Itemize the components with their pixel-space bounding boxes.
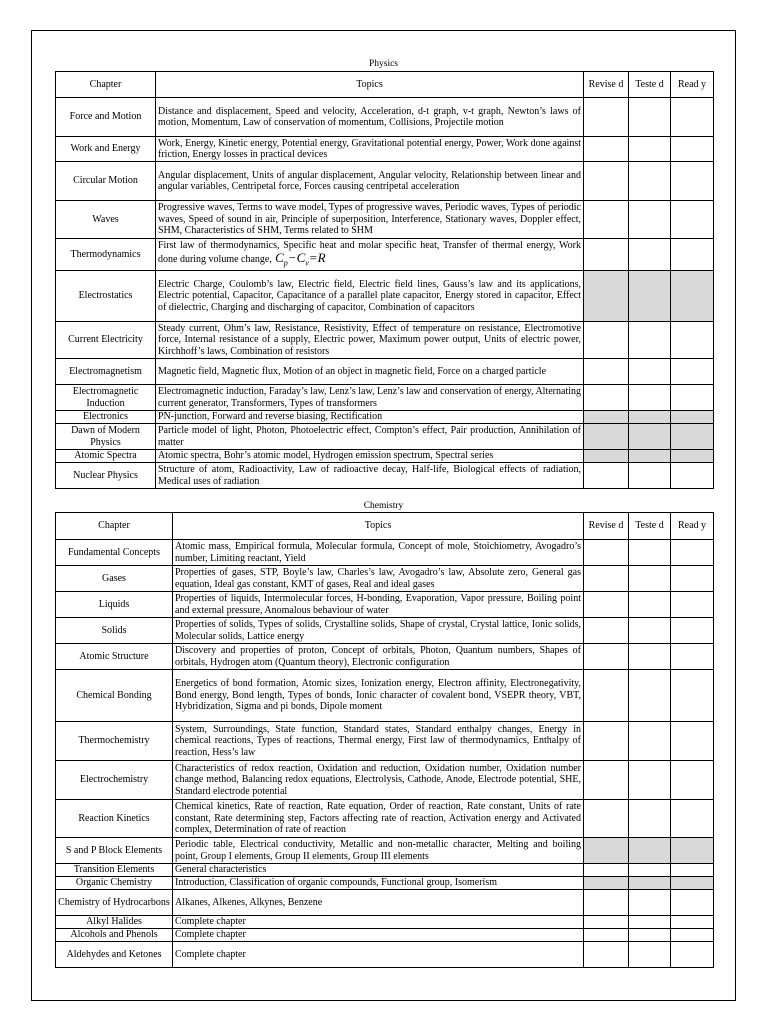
topics-text: Structure of atom, Radioactivity, Law of radioactive decay, Half-life, Biological effects of radiation, Medical uses of radiation (158, 464, 581, 487)
topics-text: Complete chapter (175, 948, 246, 960)
topics-cell (156, 98, 584, 137)
topics-text: Atomic mass, Empirical formula, Molecular formula, Concept of mole, Stoichiometry, Avogadro’s number, Limiting reactant, Yield (175, 541, 581, 564)
ready-checkbox-cell[interactable] (671, 838, 714, 864)
revised-checkbox-cell[interactable] (584, 322, 629, 359)
chapter-cell: Chemistry of Hydrocarbons (56, 890, 173, 916)
topics-cell (173, 618, 584, 644)
tested-checkbox-cell[interactable] (629, 618, 671, 644)
revised-header: Revise d (584, 513, 629, 540)
tested-checkbox-cell[interactable] (629, 385, 671, 411)
ready-checkbox-cell[interactable] (671, 271, 714, 322)
tested-checkbox-cell[interactable] (629, 450, 671, 463)
formula-part: = (308, 249, 318, 265)
chapter-cell: Alcohols and Phenols (56, 929, 173, 942)
table-row (56, 322, 714, 359)
table-row (56, 162, 714, 201)
tested-checkbox-cell[interactable] (629, 722, 671, 761)
table-row (56, 239, 714, 271)
table-row (56, 942, 714, 968)
chapter-cell: Chemical Bonding (56, 670, 173, 722)
topics-text: PN-junction, Forward and reverse biasing, Rectification (158, 411, 383, 423)
revised-checkbox-cell[interactable] (584, 761, 629, 800)
topics-cell (156, 463, 584, 489)
topics-cell (173, 942, 584, 968)
tested-checkbox-cell[interactable] (629, 877, 671, 890)
tested-checkbox-cell[interactable] (629, 644, 671, 670)
ready-checkbox-cell[interactable] (671, 424, 714, 450)
chapter-cell: Liquids (56, 592, 173, 618)
revised-checkbox-cell[interactable] (584, 359, 629, 385)
tested-checkbox-cell[interactable] (629, 916, 671, 929)
revised-checkbox-cell[interactable] (584, 670, 629, 722)
chapter-header: Chapter (56, 513, 173, 540)
topics-text: System, Surroundings, State function, Standard states, Standard enthalpy changes, Energy in chemical reactions, Types of reactions, Thermal energy, First law of thermodynamics, Enthalpy of reaction, Hess’s law (175, 723, 581, 758)
ready-checkbox-cell[interactable] (671, 162, 714, 201)
topics-cell (156, 322, 584, 359)
topics-text: Progressive waves, Terms to wave model, Types of progressive waves, Periodic waves, Types of periodic waves, Speed of sound in air, Principle of superposition, Interference, Stationary waves, Doppler effect, SHM, Characteristics of SHM, Terms related to SHM (158, 202, 581, 237)
tested-checkbox-cell[interactable] (629, 800, 671, 838)
ready-checkbox-cell[interactable] (671, 98, 714, 137)
revised-checkbox-cell[interactable] (584, 618, 629, 644)
topics-cell (173, 838, 584, 864)
chapter-cell: Reaction Kinetics (56, 800, 173, 838)
ready-checkbox-cell[interactable] (671, 411, 714, 424)
revised-checkbox-cell[interactable] (584, 877, 629, 890)
tested-checkbox-cell[interactable] (629, 162, 671, 201)
formula-part: C (296, 249, 306, 265)
tested-checkbox-cell[interactable] (629, 411, 671, 424)
tested-checkbox-cell[interactable] (629, 566, 671, 592)
chapter-cell: Thermodynamics (56, 239, 156, 271)
tested-checkbox-cell[interactable] (629, 540, 671, 566)
ready-checkbox-cell[interactable] (671, 942, 714, 968)
revised-checkbox-cell[interactable] (584, 890, 629, 916)
topics-text: Distance and displacement, Speed and velocity, Acceleration, d-t graph, v-t graph, Newton’s laws of motion, Momentum, Law of conservation of momentum, Collisions, Projectile motion (158, 105, 581, 128)
ready-checkbox-cell[interactable] (671, 890, 714, 916)
table-row (56, 761, 714, 800)
revised-checkbox-cell[interactable] (584, 540, 629, 566)
chapter-cell: Electrochemistry (56, 761, 173, 800)
tested-checkbox-cell[interactable] (629, 670, 671, 722)
table-row (56, 450, 714, 463)
ready-checkbox-cell[interactable] (671, 864, 714, 877)
topics-cell (156, 137, 584, 162)
topics-cell (173, 566, 584, 592)
topics-text: Work, Energy, Kinetic energy, Potential energy, Gravitational potential energy, Power, Work done against friction, Energy losses in practical devices (158, 137, 581, 160)
topics-text: Properties of gases, STP, Boyle’s law, Charles’s law, Avogadro’s law, Absolute zero, General gas equation, Ideal gas constant, KMT of gases, Real and ideal gases (175, 567, 581, 590)
table-row (56, 890, 714, 916)
tested-checkbox-cell[interactable] (629, 463, 671, 489)
chapter-cell: Fundamental Concepts (56, 540, 173, 566)
table-row (56, 838, 714, 864)
table-row (56, 463, 714, 489)
chapter-cell: Electromagnetic Induction (56, 385, 156, 411)
formula-part: C (275, 249, 284, 265)
topics-cell (156, 162, 584, 201)
table-row (56, 424, 714, 450)
topics-text: Complete chapter (175, 916, 246, 928)
chapter-cell: Aldehydes and Ketones (56, 942, 173, 968)
topics-text: Properties of liquids, Intermolecular forces, H-bonding, Evaporation, Vapor pressure, Boiling point and external pressure, Anomalous behaviour of water (175, 593, 581, 616)
topics-text: Magnetic field, Magnetic flux, Motion of an object in magnetic field, Force on a charged particle (158, 365, 547, 377)
physics-title: Physics (368, 59, 399, 69)
revised-checkbox-cell[interactable] (584, 566, 629, 592)
revised-checkbox-cell[interactable] (584, 137, 629, 162)
topics-text: Alkanes, Alkenes, Alkynes, Benzene (175, 896, 323, 908)
topics-text: First law of thermodynamics, Specific heat and molar specific heat, Transfer of thermal energy, Work done during volume change, (158, 240, 581, 265)
tested-header: Teste d (629, 72, 671, 98)
table-row (56, 864, 714, 877)
tested-checkbox-cell[interactable] (629, 838, 671, 864)
chapter-cell: Dawn of Modern Physics (56, 424, 156, 450)
ready-header: Read y (671, 513, 714, 540)
ready-checkbox-cell[interactable] (671, 201, 714, 239)
chapter-cell: Nuclear Physics (56, 463, 156, 489)
revised-checkbox-cell[interactable] (584, 385, 629, 411)
ready-checkbox-cell[interactable] (671, 322, 714, 359)
ready-checkbox-cell[interactable] (671, 916, 714, 929)
table-row (56, 800, 714, 838)
topics-cell (156, 424, 584, 450)
revised-checkbox-cell[interactable] (584, 644, 629, 670)
topics-text: Properties of solids, Types of solids, Crystalline solids, Shape of crystal, Crystal lattice, Ionic solids, Molecular solids, Lattice energy (175, 619, 581, 642)
revised-checkbox-cell[interactable] (584, 838, 629, 864)
topics-cell (173, 890, 584, 916)
topics-cell (156, 411, 584, 424)
topics-cell (173, 916, 584, 929)
topics-text: Energetics of bond formation, Atomic sizes, Ionization energy, Electron affinity, Electronegativity, Bond energy, Bond length, Types of bonds, Ionic character of covalent bond, VSEPR theory, VBT, Hybridization, Sigma and pi bonds, Dipole moment (175, 678, 581, 713)
ready-checkbox-cell[interactable] (671, 618, 714, 644)
chapter-cell: Atomic Spectra (56, 450, 156, 463)
table-row (56, 916, 714, 929)
topics-cell (173, 592, 584, 618)
topics-cell (156, 385, 584, 411)
topics-text: Steady current, Ohm’s law, Resistance, Resistivity, Effect of temperature on resistance, Electromotive force, Internal resistance of a supply, Electric power, Maximum power output, Units of electric power, Kirchhoff’s laws, Combination of resistors (158, 322, 581, 357)
revised-checkbox-cell[interactable] (584, 942, 629, 968)
topics-text: Electromagnetic induction, Faraday’s law, Lenz’s law, Lenz’s law and conservation of energy, Alternating current generator, Transformers, Types of transformers (158, 386, 581, 409)
chapter-cell: Force and Motion (56, 98, 156, 137)
table-row (56, 137, 714, 162)
revised-checkbox-cell[interactable] (584, 592, 629, 618)
formula-part: v (305, 258, 309, 268)
chemistry-title: Chemistry (363, 501, 404, 511)
tested-checkbox-cell[interactable] (629, 864, 671, 877)
topics-text: Particle model of light, Photon, Photoelectric effect, Compton’s effect, Pair production, Annihilation of matter (158, 425, 581, 448)
revised-checkbox-cell[interactable] (584, 864, 629, 877)
topics-text: Introduction, Classification of organic compounds, Functional group, Isomerism (175, 877, 497, 889)
revised-checkbox-cell[interactable] (584, 98, 629, 137)
tested-checkbox-cell[interactable] (629, 592, 671, 618)
chapter-cell: Electronics (56, 411, 156, 424)
revised-checkbox-cell[interactable] (584, 800, 629, 838)
chapter-cell: Electromagnetism (56, 359, 156, 385)
ready-checkbox-cell[interactable] (671, 540, 714, 566)
chapter-cell: Electrostatics (56, 271, 156, 322)
topics-cell (156, 271, 584, 322)
physics-header-row (56, 72, 714, 98)
formula-part: − (287, 249, 297, 265)
revised-checkbox-cell[interactable] (584, 271, 629, 322)
topics-cell (156, 201, 584, 239)
ready-checkbox-cell[interactable] (671, 644, 714, 670)
table-row (56, 385, 714, 411)
formula-part: p (283, 258, 288, 268)
revised-checkbox-cell[interactable] (584, 463, 629, 489)
ready-checkbox-cell[interactable] (671, 463, 714, 489)
revised-checkbox-cell[interactable] (584, 450, 629, 463)
topics-cell (173, 761, 584, 800)
tested-checkbox-cell[interactable] (629, 137, 671, 162)
topics-header: Topics (156, 72, 584, 98)
chapter-header: Chapter (56, 72, 156, 98)
table-row (56, 929, 714, 942)
tested-checkbox-cell[interactable] (629, 761, 671, 800)
table-row (56, 618, 714, 644)
tested-checkbox-cell[interactable] (629, 424, 671, 450)
topics-text: Characteristics of redox reaction, Oxidation and reduction, Oxidation number, Oxidation number change method, Balancing redox equations, Electrolysis, Cathode, Anode, Electrode potential, SHE, Standard electrode potential (175, 762, 581, 797)
topics-text: Periodic table, Electrical conductivity, Metallic and non-metallic character, Melting and boiling point, Group I elements, Group II elements, Group III elements (175, 839, 581, 862)
revised-header: Revise d (584, 72, 629, 98)
tested-checkbox-cell[interactable] (629, 239, 671, 271)
chemistry-header-row (56, 513, 714, 540)
tested-checkbox-cell[interactable] (629, 322, 671, 359)
ready-checkbox-cell[interactable] (671, 722, 714, 761)
topics-cell (156, 239, 584, 271)
topics-cell (173, 864, 584, 877)
ready-checkbox-cell[interactable] (671, 800, 714, 838)
ready-header: Read y (671, 72, 714, 98)
chapter-cell: Organic Chemistry (56, 877, 173, 890)
topics-cell (156, 450, 584, 463)
revised-checkbox-cell[interactable] (584, 162, 629, 201)
ready-checkbox-cell[interactable] (671, 137, 714, 162)
revised-checkbox-cell[interactable] (584, 201, 629, 239)
revised-checkbox-cell[interactable] (584, 916, 629, 929)
chapter-cell: Gases (56, 566, 173, 592)
chemistry-table (55, 512, 714, 968)
table-row (56, 722, 714, 761)
revised-checkbox-cell[interactable] (584, 424, 629, 450)
ready-checkbox-cell[interactable] (671, 877, 714, 890)
topics-text: General characteristics (175, 864, 267, 876)
topics-cell (173, 877, 584, 890)
topics-text: Electric Charge, Coulomb’s law, Electric field, Electric field lines, Gauss’s law and its applications, Electric potential, Capacitor, Capacitance of a parallel plate capacitor, Energy stored in capacitor, Effect of dielectric, Charging and discharging of capacitor, Combination of capacitors (158, 278, 581, 313)
tested-checkbox-cell[interactable] (629, 201, 671, 239)
tested-checkbox-cell[interactable] (629, 271, 671, 322)
table-row (56, 411, 714, 424)
topics-cell (173, 929, 584, 942)
chapter-cell: Transition Elements (56, 864, 173, 877)
chapter-cell: Alkyl Halides (56, 916, 173, 929)
table-row (56, 271, 714, 322)
chapter-cell: Atomic Structure (56, 644, 173, 670)
topics-cell (173, 644, 584, 670)
topics-text: Angular displacement, Units of angular displacement, Angular velocity, Relationship between linear and angular variables, Centripetal force, Forces causing centripetal acceleration (158, 169, 581, 192)
ready-checkbox-cell[interactable] (671, 385, 714, 411)
table-row (56, 540, 714, 566)
ready-checkbox-cell[interactable] (671, 592, 714, 618)
tested-checkbox-cell[interactable] (629, 929, 671, 942)
revised-checkbox-cell[interactable] (584, 239, 629, 271)
chapter-cell: Waves (56, 201, 156, 239)
chapter-cell: Circular Motion (56, 162, 156, 201)
table-row (56, 644, 714, 670)
document-page (31, 30, 736, 1001)
ready-checkbox-cell[interactable] (671, 929, 714, 942)
topics-text: Complete chapter (175, 929, 246, 941)
tested-checkbox-cell[interactable] (629, 98, 671, 137)
chapter-cell: S and P Block Elements (56, 838, 173, 864)
chapter-cell: Current Electricity (56, 322, 156, 359)
topics-text: Discovery and properties of proton, Concept of orbitals, Photon, Quantum numbers, Shapes of orbitals, Hydrogen atom (Quantum theory), Electronic configuration (175, 645, 581, 668)
ready-checkbox-cell[interactable] (671, 359, 714, 385)
revised-checkbox-cell[interactable] (584, 722, 629, 761)
tested-checkbox-cell[interactable] (629, 942, 671, 968)
table-row (56, 566, 714, 592)
table-row (56, 877, 714, 890)
topics-header: Topics (173, 513, 584, 540)
tested-checkbox-cell[interactable] (629, 359, 671, 385)
chapter-cell: Solids (56, 618, 173, 644)
ready-checkbox-cell[interactable] (671, 670, 714, 722)
tested-header: Teste d (629, 513, 671, 540)
ready-checkbox-cell[interactable] (671, 450, 714, 463)
topics-cell (156, 359, 584, 385)
topics-text: Atomic spectra, Bohr’s atomic model, Hydrogen emission spectrum, Spectral series (158, 450, 494, 462)
ready-checkbox-cell[interactable] (671, 566, 714, 592)
formula-cp-cv-r (272, 249, 326, 268)
revised-checkbox-cell[interactable] (584, 929, 629, 942)
formula-part: R (317, 249, 326, 265)
table-row (56, 201, 714, 239)
topics-cell (173, 540, 584, 566)
table-row (56, 670, 714, 722)
chapter-cell: Thermochemistry (56, 722, 173, 761)
table-row (56, 98, 714, 137)
revised-checkbox-cell[interactable] (584, 411, 629, 424)
topics-cell (173, 670, 584, 722)
topics-cell (173, 800, 584, 838)
chapter-cell: Work and Energy (56, 137, 156, 162)
topics-cell (173, 722, 584, 761)
ready-checkbox-cell[interactable] (671, 239, 714, 271)
ready-checkbox-cell[interactable] (671, 761, 714, 800)
topics-text: Chemical kinetics, Rate of reaction, Rate equation, Order of reaction, Rate constant, Units of rate constant, Rate determining step, Factors affecting rate of reaction, Activation energy and Activated complex, Determination of rate of reaction (175, 801, 581, 836)
table-row (56, 359, 714, 385)
tested-checkbox-cell[interactable] (629, 890, 671, 916)
physics-table (55, 71, 714, 489)
table-row (56, 592, 714, 618)
